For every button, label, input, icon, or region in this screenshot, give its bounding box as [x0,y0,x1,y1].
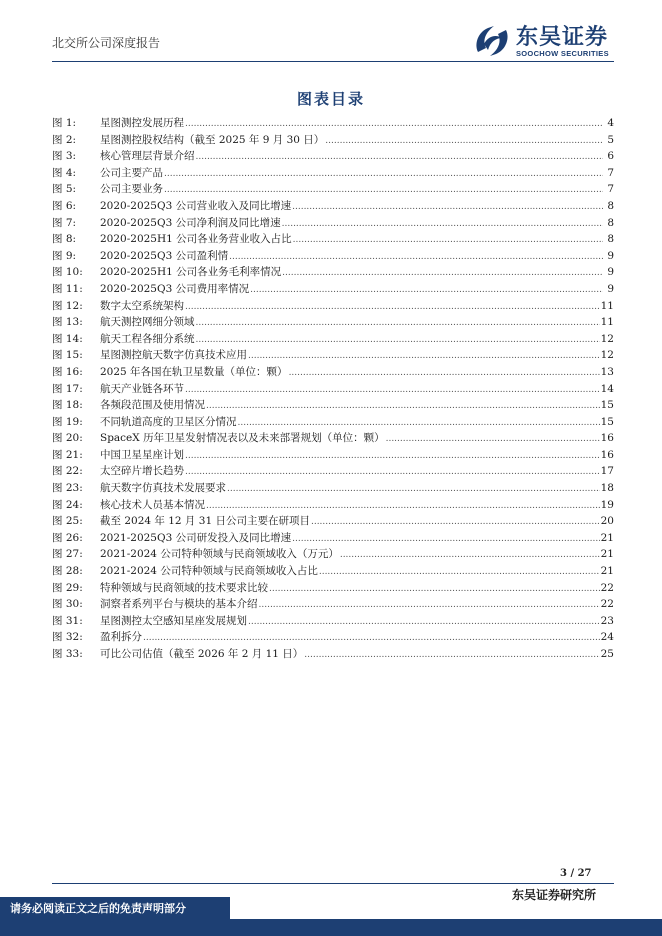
toc-figure-number: 图 28: [52,565,83,578]
toc-entry[interactable] [52,397,614,414]
toc-entry[interactable] [52,248,614,265]
toc-figure-title: 中国卫星星座计划 [100,448,184,461]
toc-figure-number: 图 1: [52,117,77,129]
toc-figure-number: 图 31: [52,614,83,627]
toc-dot-leader [164,182,603,198]
toc-figure-title: 航天测控网细分领域 [100,316,195,329]
toc-entry[interactable] [52,629,614,646]
toc-page-number: 8 [607,233,614,246]
toc-dot-leader [238,415,600,431]
toc-dot-leader [164,166,603,182]
toc-page-number: 22 [600,581,614,594]
toc-figure-number: 图 10: [52,266,83,279]
footer-company: 东吴证券研究所 [512,888,597,902]
toc-page-number: 17 [600,465,614,478]
toc-entry[interactable] [52,198,614,215]
toc-dot-leader [185,464,600,480]
toc-dot-leader [340,547,600,563]
toc-figure-number: 图 23: [52,482,83,495]
toc-figure-title: 2020-2025Q3 公司净利润及同比增速 [100,216,281,229]
toc-figure-title: 2025 年各国在轨卫星数量（单位：颗） [100,365,288,378]
brand-name-en: SOOCHOW SECURITIES [516,49,609,58]
toc-entry[interactable] [52,563,614,580]
toc-entry[interactable] [52,264,614,281]
toc-entry[interactable] [52,613,614,630]
toc-page-number: 15 [600,399,614,412]
toc-entry[interactable] [52,364,614,381]
brand-logo [472,20,622,60]
toc-dot-leader [206,398,600,414]
disclaimer-text: 请务必阅读正文之后的免责声明部分 [10,902,186,915]
toc-figure-title: 核心管理层背景介绍 [100,150,195,163]
toc-figure-title: 截至 2024 年 12 月 31 日公司主要在研项目 [100,515,310,528]
toc-figure-title: 星图测控航天数字仿真技术应用 [100,349,247,362]
toc-entry[interactable] [52,115,614,132]
toc-page-number: 9 [607,266,614,279]
toc-page-number: 12 [600,349,614,362]
toc-entry[interactable] [52,546,614,563]
toc-dot-leader [259,597,600,613]
toc-page-number: 21 [600,531,614,544]
report-type-label: 北交所公司深度报告 [52,36,161,50]
toc-figure-number: 图 22: [52,465,83,478]
toc-figure-title: 太空碎片增长趋势 [100,465,184,478]
toc-dot-leader [386,431,600,447]
toc-dot-leader [196,332,600,348]
toc-figure-number: 图 30: [52,598,83,611]
toc-entry[interactable] [52,414,614,431]
toc-page-number: 25 [600,648,614,660]
toc-page-number: 20 [600,515,614,528]
toc-dot-leader [196,315,600,331]
toc-figure-title: 星图测控太空感知星座发展规划 [100,614,247,627]
toc-entry[interactable] [52,215,614,232]
toc-dot-leader [293,232,603,248]
toc-entry[interactable] [52,381,614,398]
toc-page-number: 7 [607,183,614,196]
toc-dot-leader [292,199,603,215]
toc-figure-number: 图 14: [52,332,83,345]
toc-figure-title: 2020-2025Q3 公司费用率情况 [100,282,250,295]
toc-entry[interactable] [52,132,614,149]
toc-figure-title: 各频段范围及使用情况 [100,399,205,412]
toc-dot-leader [206,498,600,514]
toc-figure-number: 图 9: [52,249,77,262]
toc-dot-leader [304,647,599,663]
toc-page-number: 4 [607,117,614,129]
toc-figure-number: 图 17: [52,382,83,395]
toc-figure-number: 图 3: [52,150,77,163]
toc-figure-title: 航天产业链各环节 [100,382,184,395]
toc-figure-title: 2020-2025H1 公司各业务营业收入占比 [100,233,292,246]
toc-page-number: 19 [600,498,614,511]
toc-dot-leader [185,382,600,398]
toc-dot-leader [311,514,600,530]
toc-figure-title: 数字太空系统架构 [100,299,184,312]
footer-bar [0,919,662,936]
toc-page-number: 9 [607,249,614,262]
toc-entry[interactable] [52,314,614,331]
toc-figure-number: 图 20: [52,432,83,445]
toc-figure-title: 2020-2025Q3 公司盈利情 [100,249,229,262]
toc-figure-number: 图 15: [52,349,83,362]
toc-figure-title: 洞察者系列平台与模块的基本介绍 [100,598,258,611]
toc-page-number: 12 [600,332,614,345]
toc-page-number: 21 [600,565,614,578]
toc-page-number: 8 [607,216,614,229]
toc-figure-number: 图 8: [52,233,77,246]
toc-dot-leader [269,581,600,597]
toc-figure-title: 星图测控股权结构（截至 2025 年 9 月 30 日） [100,133,325,146]
disclaimer-banner [0,897,230,919]
toc-page-number: 7 [607,166,614,179]
toc-entry[interactable] [52,148,614,165]
footer-divider [52,883,614,884]
toc-figure-title: 航天数字仿真技术发展要求 [100,482,226,495]
toc-figure-title: 2020-2025H1 公司各业务毛利率情况 [100,266,282,279]
toc-figure-title: SpaceX 历年卫星发射情况表以及未来部署规划（单位：颗） [100,432,385,445]
toc-figure-title: 可比公司估值（截至 2026 年 2 月 11 日） [100,648,304,660]
toc-figure-title: 核心技术人员基本情况 [100,498,205,511]
toc-figure-title: 不同轨道高度的卫星区分情况 [100,415,237,428]
toc-dot-leader [229,249,603,265]
toc-entry[interactable] [52,596,614,613]
toc-dot-leader [196,149,604,165]
toc-page-number: 13 [600,365,614,378]
toc-figure-title: 公司主要产品 [100,166,163,179]
toc-figure-number: 图 21: [52,448,83,461]
toc-figure-number: 图 2: [52,133,77,146]
toc-page-number: 8 [607,199,614,212]
toc-figure-number: 图 24: [52,498,83,511]
toc-figure-number: 图 26: [52,531,83,544]
toc-figure-number: 图 7: [52,216,77,229]
toc-entry[interactable] [52,497,614,514]
toc-entry[interactable] [52,480,614,497]
toc-dot-leader [227,481,600,497]
toc-figure-number: 图 13: [52,316,83,329]
toc-entry[interactable] [52,430,614,447]
toc-page-number: 16 [600,432,614,445]
page-indicator: 3 / 27 [560,868,592,879]
toc-figure-number: 图 25: [52,515,83,528]
toc-figure-title: 公司主要业务 [100,183,163,196]
toc-page-number: 15 [600,415,614,428]
toc-figure-title: 2020-2025Q3 公司营业收入及同比增速 [100,199,292,212]
toc-page-number: 11 [600,299,614,312]
toc-dot-leader [319,564,600,580]
brand-name-cn: 东吴证券 [516,25,609,50]
toc-entry[interactable] [52,347,614,364]
toc-entry[interactable] [52,331,614,348]
toc-figure-number: 图 11: [52,282,83,295]
figure-list [52,115,614,663]
toc-entry[interactable] [52,646,614,663]
toc-figure-number: 图 32: [52,631,83,644]
toc-dot-leader [292,531,600,547]
toc-figure-title: 航天工程各细分系统 [100,332,195,345]
toc-figure-number: 图 4: [52,166,77,179]
toc-dot-leader [248,348,600,364]
toc-page-number: 21 [600,548,614,561]
toc-figure-number: 图 33: [52,648,83,660]
toc-page-number: 18 [600,482,614,495]
toc-figure-number: 图 29: [52,581,83,594]
toc-entry[interactable] [52,181,614,198]
toc-entry[interactable] [52,231,614,248]
toc-entry[interactable] [52,281,614,298]
toc-figure-title: 2021-2025Q3 公司研发投入及同比增速 [100,531,292,544]
toc-figure-number: 图 12: [52,299,83,312]
toc-page-number: 5 [607,133,614,146]
toc-figure-number: 图 27: [52,548,83,561]
toc-page-number: 9 [607,282,614,295]
toc-dot-leader [185,448,600,464]
header-divider [52,61,614,62]
toc-dot-leader [282,216,603,232]
toc-figure-number: 图 16: [52,365,83,378]
toc-page-number: 24 [600,631,614,644]
toc-dot-leader [248,614,600,630]
toc-figure-title: 特种领域与民商领域的技术要求比较 [100,581,268,594]
toc-entry[interactable] [52,513,614,530]
page-title: 图表目录 [296,90,365,108]
toc-dot-leader [185,116,603,132]
toc-figure-title: 盈利拆分 [100,631,142,644]
toc-dot-leader [185,299,600,315]
toc-entry[interactable] [52,447,614,464]
toc-figure-number: 图 19: [52,415,83,428]
toc-dot-leader [143,630,600,646]
toc-figure-title: 2021-2024 公司特种领域与民商领域收入（万元） [100,548,339,561]
toc-entry[interactable] [52,530,614,547]
toc-figure-title: 2021-2024 公司特种领域与民商领域收入占比 [100,565,318,578]
toc-figure-number: 图 18: [52,399,83,412]
soochow-logo-icon [472,22,512,60]
toc-figure-number: 图 5: [52,183,77,196]
toc-dot-leader [325,133,603,149]
toc-entry[interactable] [52,298,614,315]
toc-page-number: 14 [600,382,614,395]
toc-page-number: 22 [600,598,614,611]
toc-page-number: 11 [600,316,614,329]
toc-dot-leader [282,265,603,281]
toc-page-number: 16 [600,448,614,461]
toc-page-number: 23 [600,614,614,627]
toc-figure-title: 星图测控发展历程 [100,117,184,129]
toc-entry[interactable] [52,463,614,480]
toc-page-number: 6 [607,150,614,163]
toc-dot-leader [289,365,600,381]
toc-entry[interactable] [52,580,614,597]
toc-entry[interactable] [52,165,614,182]
toc-figure-number: 图 6: [52,199,77,212]
toc-dot-leader [250,282,603,298]
